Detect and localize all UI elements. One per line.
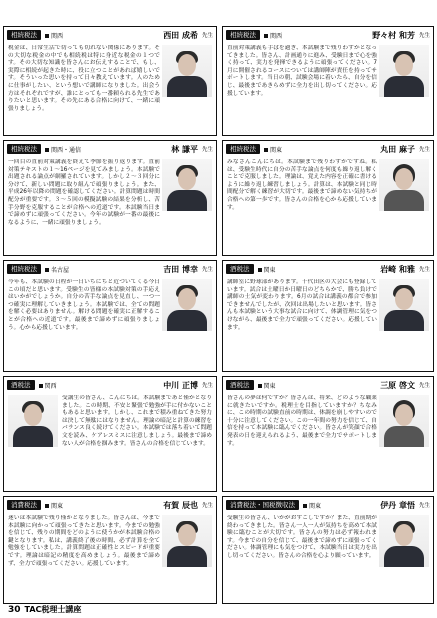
square-bullet-icon <box>303 504 307 508</box>
honorific-label: 先生 <box>201 147 213 153</box>
card-header <box>4 27 216 43</box>
square-bullet-icon <box>45 34 49 38</box>
teacher-card <box>3 140 217 256</box>
office-label <box>264 31 282 40</box>
message-text: 皆さんの夢は何ですか？皆さんは、将来、どのような職業に就きたいですか。税理士を目指していますか？ちなみに、この時期の試験直前の時期は、体調を崩しやすいので十分に注意してください。この一年間の努力を信じて、自信を持って本試験に臨んでください。皆さんが笑顔で合格発表の日を迎えられるよう、最後まで全力でサポートします。 <box>227 395 377 447</box>
subject-tag: 酒税法 <box>7 380 35 390</box>
square-bullet-icon <box>45 148 49 152</box>
teacher-photo <box>379 159 429 211</box>
office-label <box>45 265 69 274</box>
teacher-card <box>3 376 217 492</box>
honorific-label: 先生 <box>201 33 213 39</box>
honorific-label: 先生 <box>201 503 213 509</box>
square-bullet-icon <box>258 384 262 388</box>
subject-tag: 相続税法 <box>226 30 260 40</box>
teacher-name: 中川 正博 <box>163 380 198 390</box>
office-label <box>39 381 57 390</box>
office-text: 名古屋 <box>51 266 70 274</box>
subject-tag: 相続税法 <box>7 144 41 154</box>
teacher-name: 有賀 辰也 <box>163 500 198 510</box>
teacher-name: 三原 啓文 <box>380 380 415 390</box>
message-text: 講師室に野球部があります。千代田区の大会にも登録しています。試合は土曜日か日曜日のどちらかで、勝ち負けで講師の士気が変わります。6月の試合は講義の都合で参加できませんでしたが、次回は出場したいと思います。皆さんも本試験という大事な試合に向けて、体調管理に気をつけながら、最後まで全力で頑張ってください。応援しています。 <box>227 279 377 331</box>
message-text: 受験生の皆さん、いかがおすごしですか？また、直前期が終わってきました。皆さん一人一人が気持ちを高めて本試験に臨むことが大切です。皆さんの努力は必ず報われます。今までの自分を信じて、最後まで諦めずに頑張ってください。体調管理にも気をつけて、本試験当日は実力を出し切ってください。皆さんの合格を心より願っています。 <box>227 515 377 559</box>
office-text: 関西 <box>44 382 57 390</box>
office-text: 関西・通信 <box>51 146 82 154</box>
teacher-photo <box>162 279 212 331</box>
honorific-label: 先生 <box>418 147 430 153</box>
square-bullet-icon <box>45 504 49 508</box>
card-header <box>4 261 216 277</box>
office-text: 関東 <box>263 382 276 390</box>
office-text: 関東 <box>51 502 64 510</box>
office-label <box>45 145 81 154</box>
square-bullet-icon <box>258 268 262 272</box>
subject-tag: 相続税法 <box>226 144 260 154</box>
card-header <box>4 377 216 393</box>
teacher-name: 伊丹 章悟 <box>380 500 415 510</box>
message-text: みなさんこんにちは。本試験まで残りわずかですね。私は、受験生時代に自分の苦手な論点を何度も繰り返し解くことで克服しました。理論は、覚えた内容を正確に書けるように繰り返し練習しましょう。計算は、本試験と同じ時間配分で解く練習が大切です。最後まで諦めない気持ちが合格への第一歩です。皆さんの合格を心から応援しています。 <box>227 159 377 211</box>
teacher-photo <box>8 395 58 447</box>
teacher-card <box>222 140 434 256</box>
card-header <box>4 141 216 157</box>
office-text: 関東 <box>270 146 283 154</box>
teacher-card <box>222 376 434 492</box>
card-header <box>223 497 433 513</box>
teacher-name: 西田 成希 <box>163 30 198 40</box>
honorific-label: 先生 <box>418 383 430 389</box>
teacher-name: 岩崎 和雅 <box>380 264 415 274</box>
honorific-label: 先生 <box>201 383 213 389</box>
page-footer <box>8 604 81 615</box>
page-number: 30 <box>8 605 21 615</box>
card-header <box>223 261 433 277</box>
office-label <box>45 31 63 40</box>
teacher-card <box>3 496 217 604</box>
office-label <box>258 265 276 274</box>
teacher-card <box>222 260 434 372</box>
teacher-card <box>3 26 217 136</box>
teacher-photo <box>379 395 429 447</box>
honorific-label: 先生 <box>418 33 430 39</box>
office-text: 関西 <box>270 32 283 40</box>
teacher-photo <box>379 279 429 331</box>
teacher-card <box>222 26 434 136</box>
message-text: 今年も、本試験の日程が一日いちにちと近づいてくる今日この頃だと思います。受験生の皆様の本試験対策の手応えはいかがでしょうか。自分の苦手な論点を見直し、一つ一つ確実に理解していきましょう。本試験では、全ての問題を解く必要はありません。解ける問題を確実に正解することが合格への近道です。最後まで諦めずに頑張りましょう。心から応援しています。 <box>8 279 160 331</box>
office-text: 関西 <box>51 32 64 40</box>
teacher-photo <box>379 515 429 567</box>
honorific-label: 先生 <box>201 267 213 273</box>
teacher-photo <box>162 159 212 211</box>
office-label <box>264 145 282 154</box>
square-bullet-icon <box>45 268 49 272</box>
subject-tag: 酒税法 <box>226 380 254 390</box>
message-text: 受講生の皆さん、こんにちは。本試験まであと僅かとなりました。この時期、不安と緊張で勉強が手に付かないこともあると思います。しかし、これまで積み重ねてきた努力は決して無駄にはなりません。理論の暗記と計算の練習をバランス良く続けてください。本試験では落ち着いて問題文を読み、ケアレスミスに注意しましょう。最後まで諦めない人が合格を掴みます。皆さんの合格を信じています。 <box>62 395 212 447</box>
teacher-name: 丸田 麻子 <box>380 144 415 154</box>
teacher-photo <box>162 515 212 567</box>
office-label <box>45 501 63 510</box>
office-text: 関東 <box>309 502 322 510</box>
message-text: 迷いは本試験で残り僅かとなりました。皆さんは、今まで本試験に向かって頑張ってきたと思います。今までの勉強を信じて、残りの期間をどのように使うかが本試験合格の鍵となります。私は、講義終了後の時間、必ず計算を全て勉強をしていました。計算問題は正確性とスピードが重要です。理論は暗記の精度を高めましょう。最後まで諦めず、全力で頑張ってください。応援しています。 <box>8 515 160 567</box>
teacher-name: 林 謙平 <box>171 144 198 154</box>
subject-tag: 酒税法 <box>226 264 254 274</box>
card-header <box>223 141 433 157</box>
publication-title: TAC税理士講座 <box>24 605 82 614</box>
square-bullet-icon <box>39 384 43 388</box>
honorific-label: 先生 <box>418 267 430 273</box>
subject-tag: 消費税法・国税徴収法 <box>226 500 299 510</box>
message-text: 一回目の直前対策講義を終えて季節を振り返ります。直前対策テキストの１〜16ページを見てみましょう。本試験で出題される論点が網羅されています。しかし２〜３回分に分けて、新しい問題に取り組んで頑張りましょう。また、平成26年以降の問題を確認してください。計算問題は時間配分が重要です。３〜５回の模擬試験の結果を分析し、苦手分野を克服することが合格への近道です。本試験当日まで諦めずに頑張ってください。今年の試験が一番の最後になるように、一緒に頑張りましょう。 <box>8 159 160 226</box>
office-label <box>303 501 321 510</box>
subject-tag: 相続税法 <box>7 264 41 274</box>
message-text: 直前対策講義も手ばを過ぎ、本試験まで残りわずかとなってきました。皆さん、計画通りに進み、受験日まで心を強く持って、実力を発揮できるように頑張ってください。7月に開催されるコースについては講師陣が責任を持ってサポートします。当日の朝、試験会場に着いたら、自分を信じ、最後まであきらめずに全力を出し切ってください。応援しています。 <box>227 45 377 97</box>
honorific-label: 先生 <box>418 503 430 509</box>
message-text: 税金は、日常生活で切っても切れない関係にあります。その大切な税金の中でも相続税は特に身近な税金の１つです。その大切な知識を皆さんにお伝えすることで、もし、実際に相続が起きた時に、役に立つことがあれば嬉しいです。そういった思いを持って日々教えています。人のために仕事がしたい、という想いで講師になりました。出会う方はそれぞれですが、誰にとっても一番頼られる先生でありたいと思います。その先にある合格に向けて、一緒に頑張りましょう。 <box>8 45 160 112</box>
teacher-photo <box>379 45 429 97</box>
teacher-name: 吉田 博幸 <box>163 264 198 274</box>
square-bullet-icon <box>264 148 268 152</box>
subject-tag: 相続税法 <box>7 30 41 40</box>
teacher-name: 野々村 和芳 <box>372 30 415 40</box>
teacher-photo <box>162 45 212 97</box>
teacher-card <box>222 496 434 604</box>
card-header <box>223 377 433 393</box>
card-header <box>223 27 433 43</box>
office-text: 関東 <box>263 266 276 274</box>
teacher-card <box>3 260 217 372</box>
office-label <box>258 381 276 390</box>
square-bullet-icon <box>264 34 268 38</box>
card-header <box>4 497 216 513</box>
subject-tag: 消費税法 <box>7 500 41 510</box>
